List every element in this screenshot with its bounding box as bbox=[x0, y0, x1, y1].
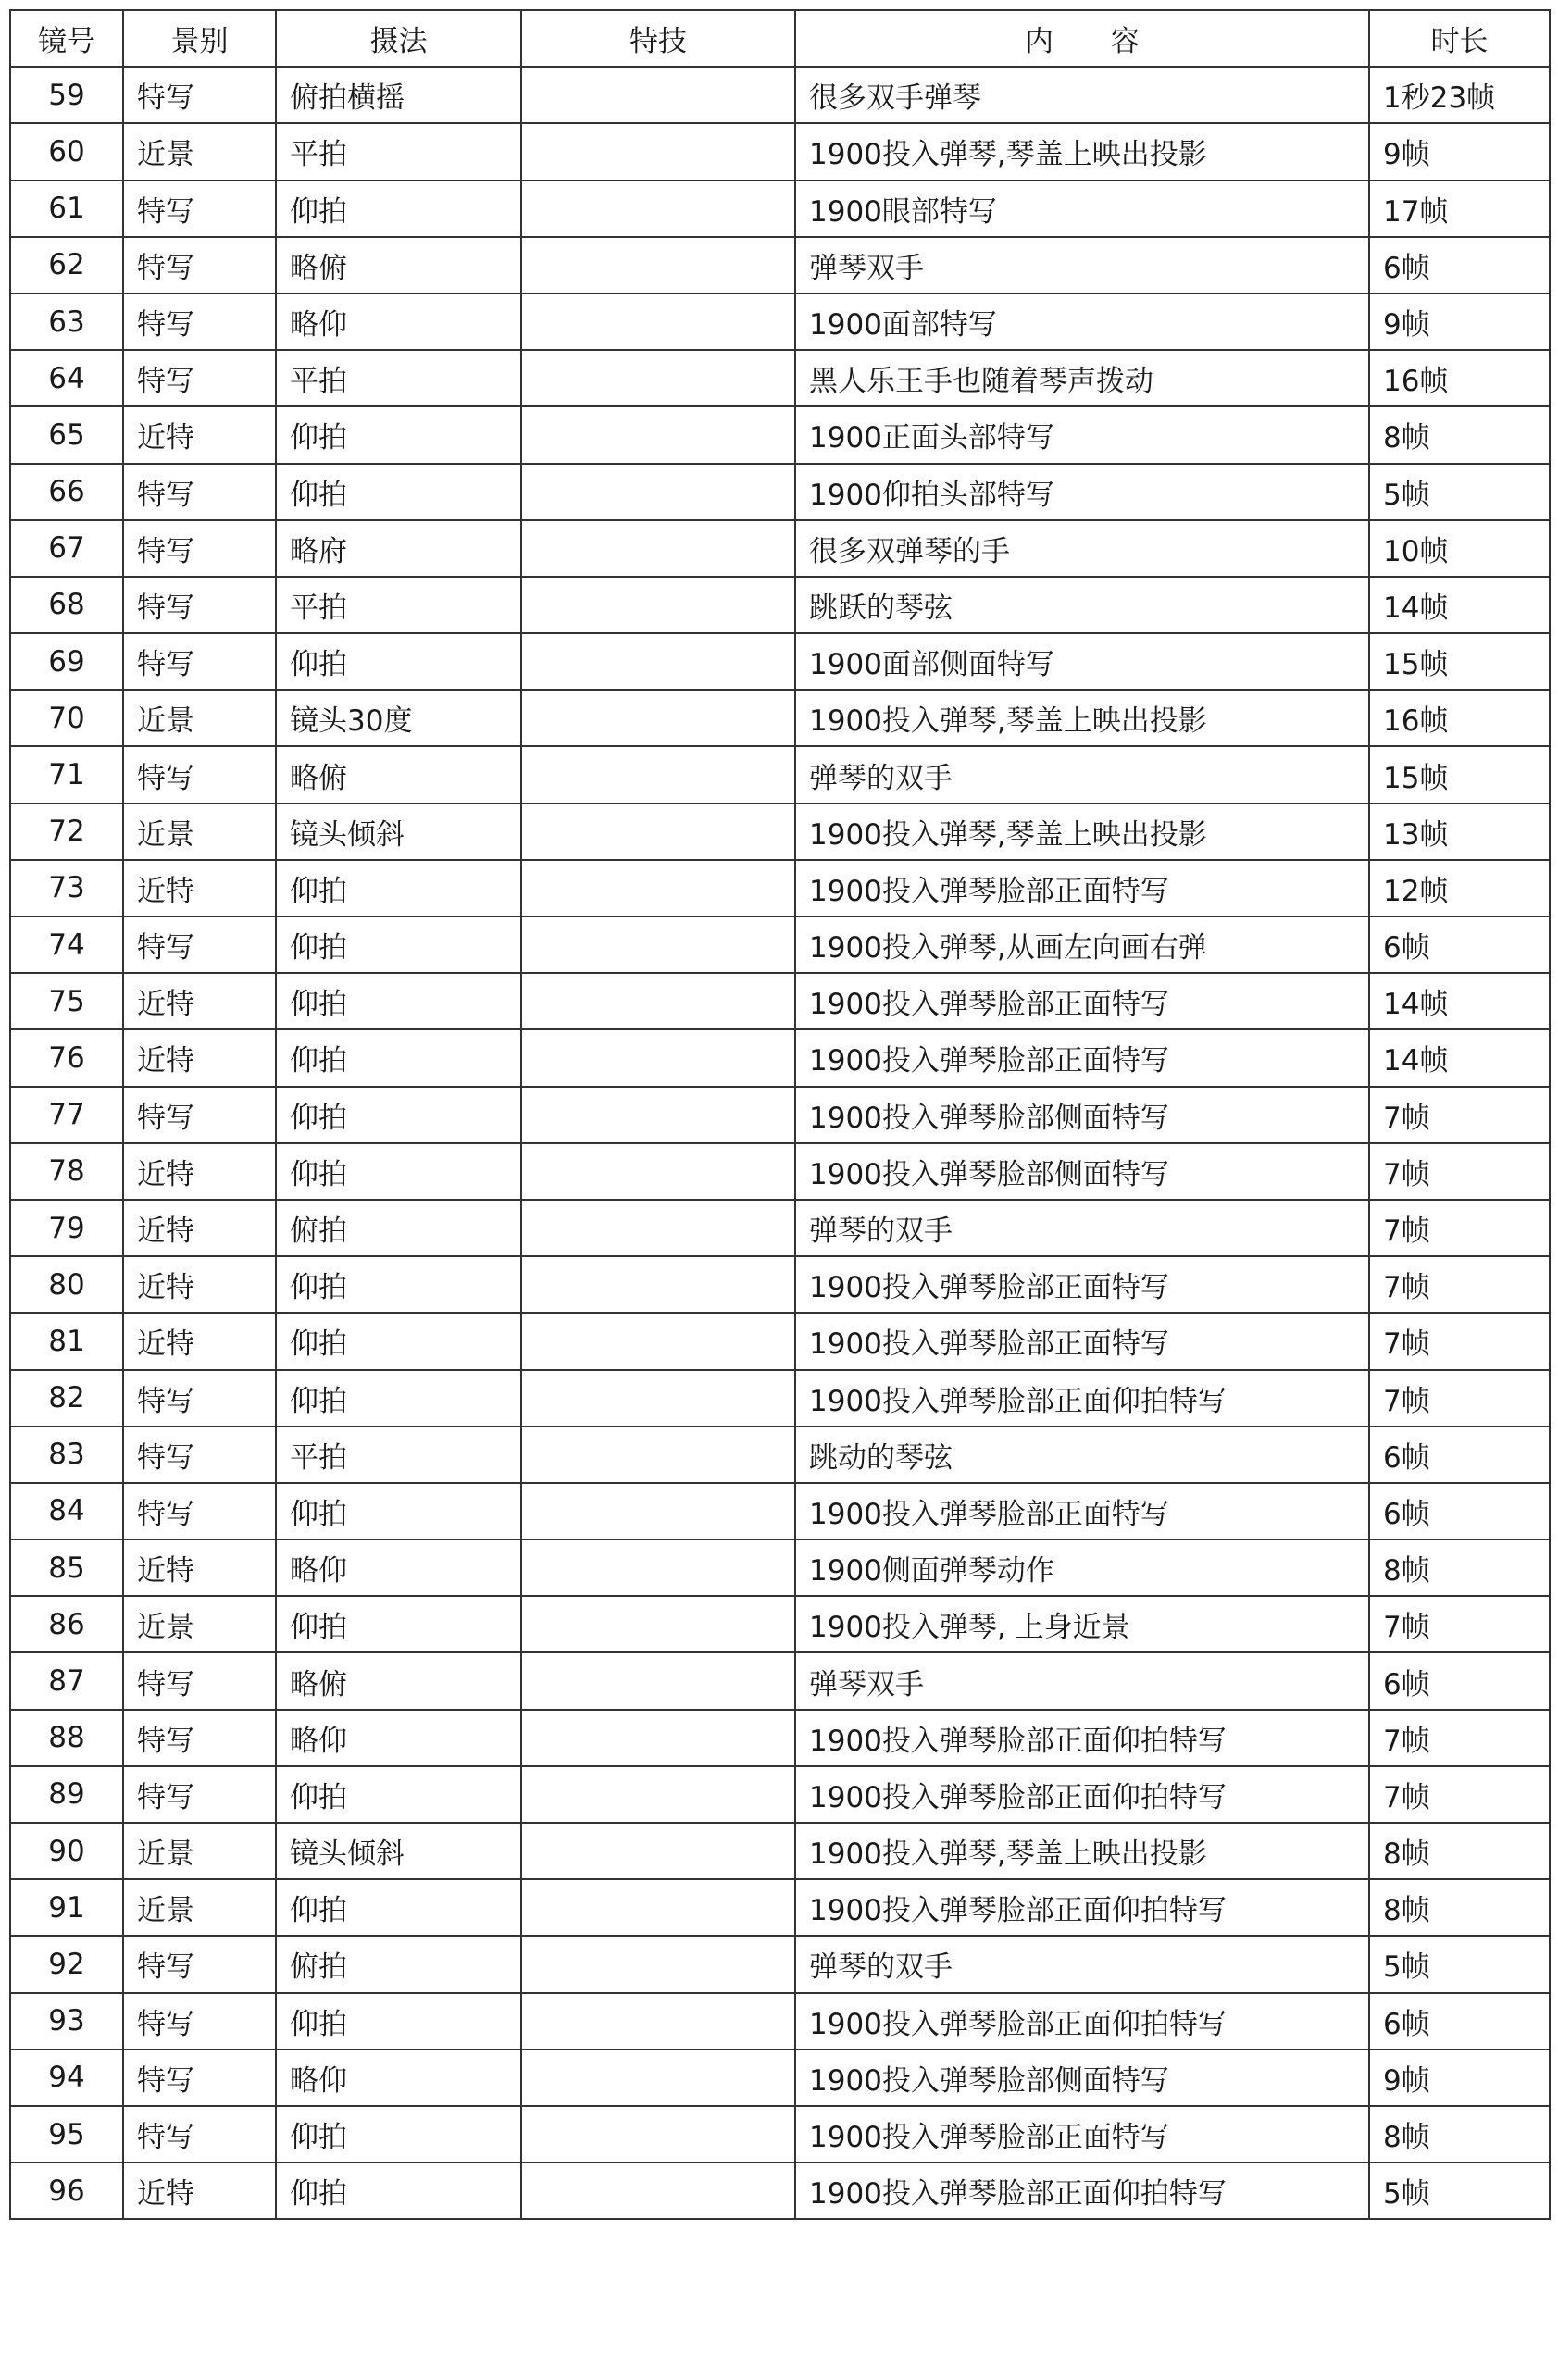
cell-content: 跳动的琴弦 bbox=[795, 1427, 1369, 1483]
cell-special-effects bbox=[521, 464, 795, 520]
header-shot-number: 镜号 bbox=[10, 10, 123, 67]
table-row bbox=[10, 1029, 1550, 1086]
cell-camera-method: 仰拍 bbox=[276, 1766, 521, 1823]
cell-special-effects bbox=[521, 746, 795, 803]
cell-content: 1900面部侧面特写 bbox=[795, 633, 1369, 690]
header-content: 内 容 bbox=[795, 10, 1369, 67]
table-row bbox=[10, 2162, 1550, 2219]
cell-shot-number: 89 bbox=[10, 1766, 123, 1823]
table-row bbox=[10, 520, 1550, 577]
cell-content: 1900投入弹琴脸部正面仰拍特写 bbox=[795, 1370, 1369, 1427]
cell-special-effects bbox=[521, 1652, 795, 1709]
cell-special-effects bbox=[521, 406, 795, 463]
cell-camera-method: 仰拍 bbox=[276, 1087, 521, 1143]
cell-special-effects bbox=[521, 2050, 795, 2106]
cell-camera-method: 镜头倾斜 bbox=[276, 1823, 521, 1879]
cell-scene-size: 特写 bbox=[123, 1936, 276, 1992]
cell-camera-method: 仰拍 bbox=[276, 916, 521, 973]
cell-scene-size: 近特 bbox=[123, 973, 276, 1029]
cell-scene-size: 近特 bbox=[123, 1200, 276, 1256]
cell-scene-size: 特写 bbox=[123, 181, 276, 237]
cell-scene-size: 近特 bbox=[123, 860, 276, 916]
cell-shot-number: 64 bbox=[10, 350, 123, 406]
cell-duration: 9帧 bbox=[1369, 123, 1550, 180]
cell-camera-method: 略仰 bbox=[276, 2050, 521, 2106]
cell-duration: 14帧 bbox=[1369, 1029, 1550, 1086]
cell-scene-size: 特写 bbox=[123, 1427, 276, 1483]
cell-shot-number: 86 bbox=[10, 1596, 123, 1652]
cell-content: 1900投入弹琴脸部正面仰拍特写 bbox=[795, 2162, 1369, 2219]
cell-duration: 5帧 bbox=[1369, 1936, 1550, 1992]
cell-content: 1900投入弹琴,琴盖上映出投影 bbox=[795, 804, 1369, 860]
table-row bbox=[10, 1936, 1550, 1992]
cell-special-effects bbox=[521, 237, 795, 293]
cell-scene-size: 近特 bbox=[123, 2162, 276, 2219]
cell-duration: 16帧 bbox=[1369, 690, 1550, 746]
cell-scene-size: 特写 bbox=[123, 520, 276, 577]
cell-content: 1900眼部特写 bbox=[795, 181, 1369, 237]
shot-list-table bbox=[9, 9, 1551, 2220]
cell-scene-size: 特写 bbox=[123, 2106, 276, 2162]
cell-content: 1900投入弹琴脸部正面特写 bbox=[795, 1029, 1369, 1086]
cell-shot-number: 70 bbox=[10, 690, 123, 746]
cell-scene-size: 近景 bbox=[123, 1879, 276, 1936]
cell-shot-number: 84 bbox=[10, 1483, 123, 1539]
cell-shot-number: 77 bbox=[10, 1087, 123, 1143]
cell-camera-method: 仰拍 bbox=[276, 1313, 521, 1369]
cell-duration: 7帧 bbox=[1369, 1143, 1550, 1200]
cell-special-effects bbox=[521, 1029, 795, 1086]
cell-shot-number: 82 bbox=[10, 1370, 123, 1427]
cell-duration: 6帧 bbox=[1369, 1652, 1550, 1709]
cell-special-effects bbox=[521, 1313, 795, 1369]
header-scene-size: 景别 bbox=[123, 10, 276, 67]
header-special-effects: 特技 bbox=[521, 10, 795, 67]
cell-content: 1900面部特写 bbox=[795, 293, 1369, 350]
cell-special-effects bbox=[521, 633, 795, 690]
cell-shot-number: 90 bbox=[10, 1823, 123, 1879]
cell-camera-method: 俯拍 bbox=[276, 1936, 521, 1992]
cell-content: 1900投入弹琴脸部侧面特写 bbox=[795, 1143, 1369, 1200]
cell-camera-method: 仰拍 bbox=[276, 1993, 521, 2050]
cell-duration: 7帧 bbox=[1369, 1710, 1550, 1766]
cell-duration: 14帧 bbox=[1369, 577, 1550, 633]
cell-shot-number: 71 bbox=[10, 746, 123, 803]
cell-content: 1900投入弹琴,琴盖上映出投影 bbox=[795, 123, 1369, 180]
cell-duration: 1秒23帧 bbox=[1369, 67, 1550, 123]
cell-duration: 9帧 bbox=[1369, 293, 1550, 350]
cell-scene-size: 特写 bbox=[123, 916, 276, 973]
cell-scene-size: 特写 bbox=[123, 2050, 276, 2106]
cell-camera-method: 仰拍 bbox=[276, 2162, 521, 2219]
cell-shot-number: 78 bbox=[10, 1143, 123, 1200]
table-header bbox=[10, 10, 1550, 67]
cell-camera-method: 仰拍 bbox=[276, 1029, 521, 1086]
cell-content: 1900投入弹琴脸部正面特写 bbox=[795, 2106, 1369, 2162]
table-row bbox=[10, 916, 1550, 973]
cell-content: 1900投入弹琴,琴盖上映出投影 bbox=[795, 690, 1369, 746]
cell-shot-number: 69 bbox=[10, 633, 123, 690]
cell-special-effects bbox=[521, 1087, 795, 1143]
cell-duration: 8帧 bbox=[1369, 1879, 1550, 1936]
cell-scene-size: 特写 bbox=[123, 464, 276, 520]
cell-content: 1900投入弹琴脸部正面特写 bbox=[795, 1483, 1369, 1539]
cell-special-effects bbox=[521, 293, 795, 350]
cell-special-effects bbox=[521, 520, 795, 577]
cell-camera-method: 仰拍 bbox=[276, 1596, 521, 1652]
cell-camera-method: 略府 bbox=[276, 520, 521, 577]
cell-special-effects bbox=[521, 1823, 795, 1879]
table-row bbox=[10, 973, 1550, 1029]
cell-camera-method: 仰拍 bbox=[276, 860, 521, 916]
cell-content: 1900投入弹琴, 上身近景 bbox=[795, 1596, 1369, 1652]
cell-duration: 9帧 bbox=[1369, 2050, 1550, 2106]
table-row bbox=[10, 293, 1550, 350]
cell-special-effects bbox=[521, 1879, 795, 1936]
cell-camera-method: 平拍 bbox=[276, 123, 521, 180]
table-row bbox=[10, 181, 1550, 237]
cell-duration: 7帧 bbox=[1369, 1087, 1550, 1143]
cell-scene-size: 特写 bbox=[123, 293, 276, 350]
cell-duration: 5帧 bbox=[1369, 2162, 1550, 2219]
table-row bbox=[10, 406, 1550, 463]
cell-scene-size: 特写 bbox=[123, 237, 276, 293]
cell-duration: 8帧 bbox=[1369, 1539, 1550, 1596]
cell-scene-size: 近特 bbox=[123, 1029, 276, 1086]
cell-content: 很多双弹琴的手 bbox=[795, 520, 1369, 577]
cell-scene-size: 近景 bbox=[123, 804, 276, 860]
table-row bbox=[10, 1313, 1550, 1369]
cell-camera-method: 仰拍 bbox=[276, 633, 521, 690]
cell-duration: 6帧 bbox=[1369, 1993, 1550, 2050]
cell-camera-method: 仰拍 bbox=[276, 1370, 521, 1427]
table-row bbox=[10, 1766, 1550, 1823]
cell-special-effects bbox=[521, 123, 795, 180]
cell-camera-method: 仰拍 bbox=[276, 1256, 521, 1313]
cell-shot-number: 92 bbox=[10, 1936, 123, 1992]
cell-duration: 7帧 bbox=[1369, 1313, 1550, 1369]
table-row bbox=[10, 1539, 1550, 1596]
table-row bbox=[10, 1596, 1550, 1652]
cell-scene-size: 特写 bbox=[123, 1652, 276, 1709]
cell-special-effects bbox=[521, 181, 795, 237]
cell-special-effects bbox=[521, 577, 795, 633]
cell-special-effects bbox=[521, 1483, 795, 1539]
table-row bbox=[10, 1200, 1550, 1256]
cell-shot-number: 80 bbox=[10, 1256, 123, 1313]
cell-shot-number: 76 bbox=[10, 1029, 123, 1086]
cell-duration: 16帧 bbox=[1369, 350, 1550, 406]
cell-content: 1900投入弹琴脸部正面仰拍特写 bbox=[795, 1879, 1369, 1936]
cell-scene-size: 近特 bbox=[123, 1313, 276, 1369]
cell-content: 跳跃的琴弦 bbox=[795, 577, 1369, 633]
cell-camera-method: 平拍 bbox=[276, 1427, 521, 1483]
cell-special-effects bbox=[521, 973, 795, 1029]
cell-scene-size: 近特 bbox=[123, 1539, 276, 1596]
cell-camera-method: 仰拍 bbox=[276, 1483, 521, 1539]
cell-special-effects bbox=[521, 804, 795, 860]
cell-special-effects bbox=[521, 1596, 795, 1652]
cell-special-effects bbox=[521, 1766, 795, 1823]
cell-duration: 7帧 bbox=[1369, 1370, 1550, 1427]
cell-scene-size: 特写 bbox=[123, 577, 276, 633]
cell-shot-number: 74 bbox=[10, 916, 123, 973]
header-camera-method: 摄法 bbox=[276, 10, 521, 67]
cell-scene-size: 近特 bbox=[123, 1256, 276, 1313]
cell-camera-method: 仰拍 bbox=[276, 2106, 521, 2162]
cell-shot-number: 62 bbox=[10, 237, 123, 293]
header-row bbox=[10, 10, 1550, 67]
cell-scene-size: 近特 bbox=[123, 406, 276, 463]
table-row bbox=[10, 1370, 1550, 1427]
cell-special-effects bbox=[521, 860, 795, 916]
cell-duration: 15帧 bbox=[1369, 633, 1550, 690]
cell-scene-size: 特写 bbox=[123, 1370, 276, 1427]
table-row bbox=[10, 1879, 1550, 1936]
cell-special-effects bbox=[521, 1370, 795, 1427]
cell-shot-number: 81 bbox=[10, 1313, 123, 1369]
cell-content: 1900投入弹琴脸部正面特写 bbox=[795, 1313, 1369, 1369]
cell-duration: 13帧 bbox=[1369, 804, 1550, 860]
cell-content: 弹琴的双手 bbox=[795, 746, 1369, 803]
cell-shot-number: 66 bbox=[10, 464, 123, 520]
cell-content: 1900投入弹琴脸部侧面特写 bbox=[795, 2050, 1369, 2106]
cell-content: 1900投入弹琴,从画左向画右弹 bbox=[795, 916, 1369, 973]
cell-content: 黑人乐王手也随着琴声拨动 bbox=[795, 350, 1369, 406]
table-row bbox=[10, 690, 1550, 746]
cell-camera-method: 略仰 bbox=[276, 293, 521, 350]
cell-scene-size: 特写 bbox=[123, 1710, 276, 1766]
cell-shot-number: 79 bbox=[10, 1200, 123, 1256]
cell-scene-size: 特写 bbox=[123, 633, 276, 690]
cell-camera-method: 略仰 bbox=[276, 1710, 521, 1766]
cell-special-effects bbox=[521, 690, 795, 746]
table-row bbox=[10, 123, 1550, 180]
cell-camera-method: 平拍 bbox=[276, 577, 521, 633]
cell-special-effects bbox=[521, 1710, 795, 1766]
cell-camera-method: 仰拍 bbox=[276, 406, 521, 463]
cell-content: 1900投入弹琴,琴盖上映出投影 bbox=[795, 1823, 1369, 1879]
shot-list-sheet bbox=[9, 9, 1549, 2220]
cell-content: 1900投入弹琴脸部正面特写 bbox=[795, 860, 1369, 916]
cell-camera-method: 镜头倾斜 bbox=[276, 804, 521, 860]
table-row bbox=[10, 464, 1550, 520]
table-row bbox=[10, 804, 1550, 860]
cell-shot-number: 91 bbox=[10, 1879, 123, 1936]
cell-special-effects bbox=[521, 916, 795, 973]
cell-special-effects bbox=[521, 1256, 795, 1313]
cell-content: 1900投入弹琴脸部正面特写 bbox=[795, 973, 1369, 1029]
cell-content: 1900投入弹琴脸部正面特写 bbox=[795, 1256, 1369, 1313]
table-row bbox=[10, 237, 1550, 293]
cell-scene-size: 特写 bbox=[123, 1993, 276, 2050]
cell-content: 1900正面头部特写 bbox=[795, 406, 1369, 463]
cell-special-effects bbox=[521, 350, 795, 406]
cell-scene-size: 近特 bbox=[123, 1143, 276, 1200]
cell-camera-method: 镜头30度 bbox=[276, 690, 521, 746]
cell-duration: 14帧 bbox=[1369, 973, 1550, 1029]
table-row bbox=[10, 1143, 1550, 1200]
cell-shot-number: 94 bbox=[10, 2050, 123, 2106]
cell-scene-size: 近景 bbox=[123, 1823, 276, 1879]
cell-scene-size: 近景 bbox=[123, 690, 276, 746]
cell-duration: 10帧 bbox=[1369, 520, 1550, 577]
cell-scene-size: 特写 bbox=[123, 350, 276, 406]
cell-content: 1900投入弹琴脸部侧面特写 bbox=[795, 1087, 1369, 1143]
cell-shot-number: 85 bbox=[10, 1539, 123, 1596]
cell-scene-size: 特写 bbox=[123, 1087, 276, 1143]
cell-shot-number: 75 bbox=[10, 973, 123, 1029]
cell-shot-number: 88 bbox=[10, 1710, 123, 1766]
cell-duration: 12帧 bbox=[1369, 860, 1550, 916]
cell-duration: 7帧 bbox=[1369, 1766, 1550, 1823]
cell-camera-method: 略俯 bbox=[276, 1652, 521, 1709]
cell-content: 1900侧面弹琴动作 bbox=[795, 1539, 1369, 1596]
cell-special-effects bbox=[521, 1143, 795, 1200]
table-row bbox=[10, 1710, 1550, 1766]
cell-duration: 17帧 bbox=[1369, 181, 1550, 237]
table-row bbox=[10, 1823, 1550, 1879]
table-row bbox=[10, 350, 1550, 406]
cell-special-effects bbox=[521, 67, 795, 123]
cell-special-effects bbox=[521, 2162, 795, 2219]
cell-scene-size: 近景 bbox=[123, 123, 276, 180]
cell-scene-size: 特写 bbox=[123, 1483, 276, 1539]
cell-camera-method: 略俯 bbox=[276, 746, 521, 803]
cell-duration: 8帧 bbox=[1369, 2106, 1550, 2162]
table-row bbox=[10, 577, 1550, 633]
cell-special-effects bbox=[521, 1993, 795, 2050]
cell-shot-number: 95 bbox=[10, 2106, 123, 2162]
cell-shot-number: 83 bbox=[10, 1427, 123, 1483]
cell-content: 弹琴的双手 bbox=[795, 1200, 1369, 1256]
cell-scene-size: 特写 bbox=[123, 67, 276, 123]
cell-shot-number: 60 bbox=[10, 123, 123, 180]
cell-shot-number: 59 bbox=[10, 67, 123, 123]
table-row bbox=[10, 2106, 1550, 2162]
cell-content: 1900投入弹琴脸部正面仰拍特写 bbox=[795, 1766, 1369, 1823]
cell-camera-method: 仰拍 bbox=[276, 181, 521, 237]
cell-camera-method: 仰拍 bbox=[276, 464, 521, 520]
cell-content: 1900投入弹琴脸部正面仰拍特写 bbox=[795, 1710, 1369, 1766]
table-row bbox=[10, 2050, 1550, 2106]
table-row bbox=[10, 1256, 1550, 1313]
table-row bbox=[10, 1652, 1550, 1709]
cell-special-effects bbox=[521, 1936, 795, 1992]
cell-duration: 8帧 bbox=[1369, 406, 1550, 463]
cell-shot-number: 73 bbox=[10, 860, 123, 916]
header-duration: 时长 bbox=[1369, 10, 1550, 67]
cell-scene-size: 特写 bbox=[123, 746, 276, 803]
cell-special-effects bbox=[521, 1539, 795, 1596]
cell-duration: 6帧 bbox=[1369, 916, 1550, 973]
table-row bbox=[10, 1483, 1550, 1539]
cell-duration: 5帧 bbox=[1369, 464, 1550, 520]
cell-shot-number: 93 bbox=[10, 1993, 123, 2050]
cell-shot-number: 65 bbox=[10, 406, 123, 463]
table-row bbox=[10, 633, 1550, 690]
cell-camera-method: 略俯 bbox=[276, 237, 521, 293]
cell-duration: 7帧 bbox=[1369, 1256, 1550, 1313]
cell-scene-size: 特写 bbox=[123, 1766, 276, 1823]
cell-special-effects bbox=[521, 1200, 795, 1256]
cell-shot-number: 63 bbox=[10, 293, 123, 350]
cell-content: 很多双手弹琴 bbox=[795, 67, 1369, 123]
table-row bbox=[10, 1427, 1550, 1483]
cell-duration: 6帧 bbox=[1369, 1427, 1550, 1483]
cell-duration: 7帧 bbox=[1369, 1200, 1550, 1256]
cell-special-effects bbox=[521, 1427, 795, 1483]
cell-camera-method: 平拍 bbox=[276, 350, 521, 406]
cell-content: 弹琴的双手 bbox=[795, 1936, 1369, 1992]
table-body bbox=[10, 67, 1550, 2219]
table-row bbox=[10, 67, 1550, 123]
cell-shot-number: 67 bbox=[10, 520, 123, 577]
cell-camera-method: 仰拍 bbox=[276, 973, 521, 1029]
table-row bbox=[10, 1993, 1550, 2050]
table-row bbox=[10, 860, 1550, 916]
table-row bbox=[10, 746, 1550, 803]
cell-content: 弹琴双手 bbox=[795, 237, 1369, 293]
cell-content: 弹琴双手 bbox=[795, 1652, 1369, 1709]
cell-scene-size: 近景 bbox=[123, 1596, 276, 1652]
cell-shot-number: 61 bbox=[10, 181, 123, 237]
cell-camera-method: 俯拍 bbox=[276, 1200, 521, 1256]
cell-duration: 7帧 bbox=[1369, 1596, 1550, 1652]
cell-duration: 6帧 bbox=[1369, 1483, 1550, 1539]
cell-camera-method: 俯拍横摇 bbox=[276, 67, 521, 123]
cell-duration: 6帧 bbox=[1369, 237, 1550, 293]
cell-special-effects bbox=[521, 2106, 795, 2162]
cell-shot-number: 72 bbox=[10, 804, 123, 860]
cell-shot-number: 87 bbox=[10, 1652, 123, 1709]
table-row bbox=[10, 1087, 1550, 1143]
cell-content: 1900仰拍头部特写 bbox=[795, 464, 1369, 520]
cell-shot-number: 96 bbox=[10, 2162, 123, 2219]
cell-content: 1900投入弹琴脸部正面仰拍特写 bbox=[795, 1993, 1369, 2050]
cell-duration: 15帧 bbox=[1369, 746, 1550, 803]
cell-camera-method: 略仰 bbox=[276, 1539, 521, 1596]
cell-shot-number: 68 bbox=[10, 577, 123, 633]
cell-duration: 8帧 bbox=[1369, 1823, 1550, 1879]
cell-camera-method: 仰拍 bbox=[276, 1879, 521, 1936]
cell-camera-method: 仰拍 bbox=[276, 1143, 521, 1200]
